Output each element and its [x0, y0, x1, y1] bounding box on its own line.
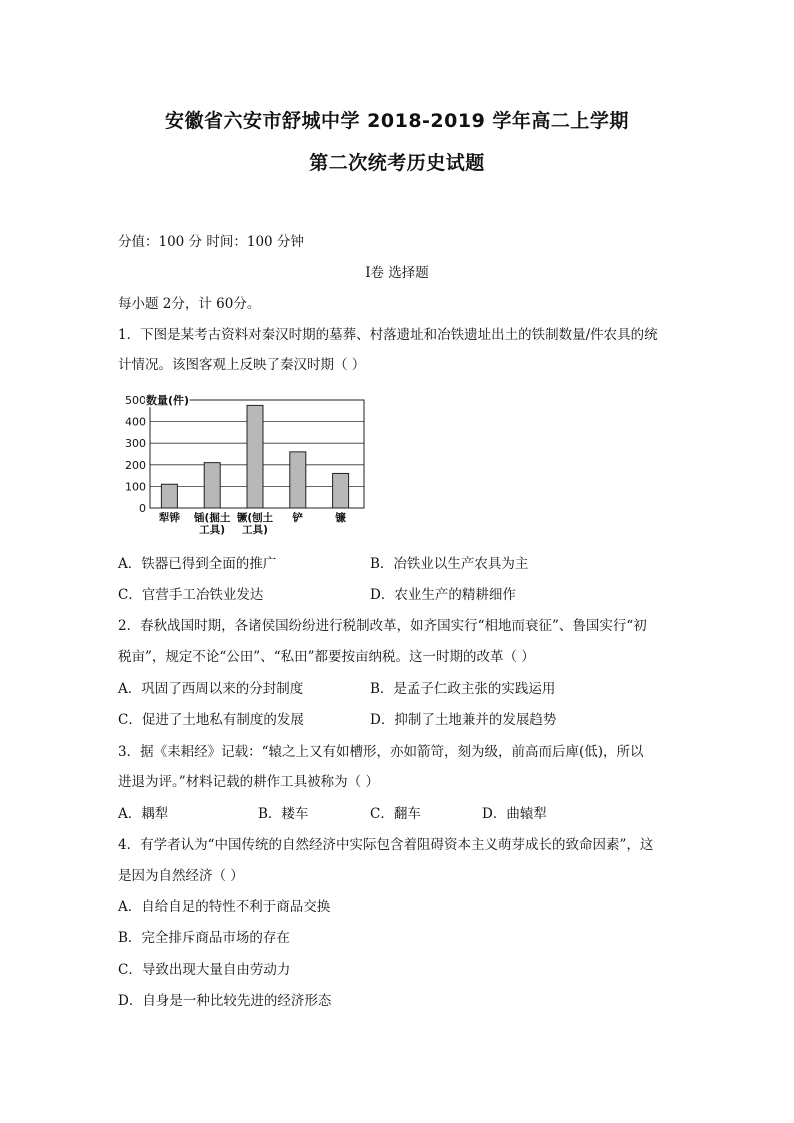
- question-stem-line: 是因为自然经济（ ）: [118, 868, 244, 884]
- question-stem-line: 3．据《耒耜经》记载：“辕之上又有如槽形，亦如箭笴，刻为级，前高而后庳(低)，所以: [118, 744, 644, 760]
- option-b[interactable]: B．完全排斥商品市场的存在: [118, 930, 290, 946]
- option-a[interactable]: A．巩固了西周以来的分封制度: [118, 681, 304, 697]
- x-tick-label: 锸(掘土: [194, 512, 231, 524]
- exam-title-line1: 安徽省六安市舒城中学 2018-2019 学年高二上学期: [165, 110, 629, 132]
- option-d[interactable]: D．自身是一种比较先进的经济形态: [118, 993, 332, 1009]
- question-stem-line: 计情况。该图客观上反映了秦汉时期（ ）: [118, 357, 366, 373]
- option-b[interactable]: B．是孟子仁政主张的实践运用: [370, 681, 556, 697]
- option-b[interactable]: B．冶铁业以生产农具为主: [370, 556, 529, 572]
- option-d[interactable]: D．农业生产的精耕细作: [370, 587, 516, 603]
- bar: [290, 452, 306, 508]
- x-tick-label: 镰: [335, 512, 346, 524]
- x-tick-label: 犁铧: [158, 512, 180, 524]
- question-stem-line: 税亩”，规定不论“公田”、“私田”都要按亩纳税。这一时期的改革（ ）: [118, 649, 535, 665]
- bar: [204, 463, 220, 508]
- y-tick-label: 400: [125, 415, 146, 429]
- y-tick-label: 500: [125, 394, 146, 407]
- x-tick-label: 镢(刨土: [236, 512, 274, 524]
- question-stem-line: 进退为评。”材料记载的耕作工具被称为（ ）: [118, 774, 379, 790]
- exam-title-line2: 第二次统考历史试题: [309, 152, 485, 174]
- option-a[interactable]: A．铁器已得到全面的推广: [118, 556, 277, 572]
- section-heading: Ⅰ卷 选择题: [365, 265, 429, 281]
- section-instruction: 每小题 2分，计 60分。: [118, 296, 261, 312]
- y-axis-label: 数量(件): [146, 394, 190, 407]
- option-a[interactable]: A．自给自足的特性不利于商品交换: [118, 899, 331, 915]
- option-c[interactable]: C．翻车: [370, 806, 421, 822]
- bar: [333, 473, 349, 508]
- x-tick-label: 工具): [199, 524, 226, 536]
- option-d[interactable]: D．抑制了土地兼并的发展趋势: [370, 712, 557, 728]
- y-tick-label: 0: [139, 502, 146, 515]
- question-stem-line: 1．下图是某考古资料对秦汉时期的墓葬、村落遗址和冶铁遗址出土的铁制数量/件农具的统: [118, 327, 658, 343]
- question-stem-line: 4．有学者认为“中国传统的自然经济中实际包含着阻碍资本主义萌芽成长的致命因素”，这: [118, 837, 654, 853]
- bar: [161, 484, 177, 508]
- option-b[interactable]: B．耧车: [258, 806, 309, 822]
- score-time-info: 分值：100 分 时间：100 分钟: [118, 234, 304, 250]
- option-c[interactable]: C．促进了土地私有制度的发展: [118, 712, 304, 728]
- question-stem-line: 2．春秋战国时期，各诸侯国纷纷进行税制改革，如齐国实行“相地而衰征”、鲁国实行“初: [118, 618, 647, 634]
- y-tick-label: 300: [125, 437, 146, 451]
- y-tick-label: 100: [125, 480, 146, 494]
- y-tick-label: 200: [125, 458, 146, 472]
- option-c[interactable]: C．导致出现大量自由劳动力: [118, 962, 291, 978]
- option-c[interactable]: C．官营手工冶铁业发达: [118, 587, 264, 603]
- bar: [247, 405, 263, 508]
- option-a[interactable]: A．耦犁: [118, 806, 169, 822]
- x-tick-label: 铲: [292, 512, 304, 524]
- option-d[interactable]: D．曲辕犁: [482, 806, 547, 822]
- iron-tools-bar-chart: [118, 388, 378, 538]
- x-tick-label: 工具): [242, 524, 268, 536]
